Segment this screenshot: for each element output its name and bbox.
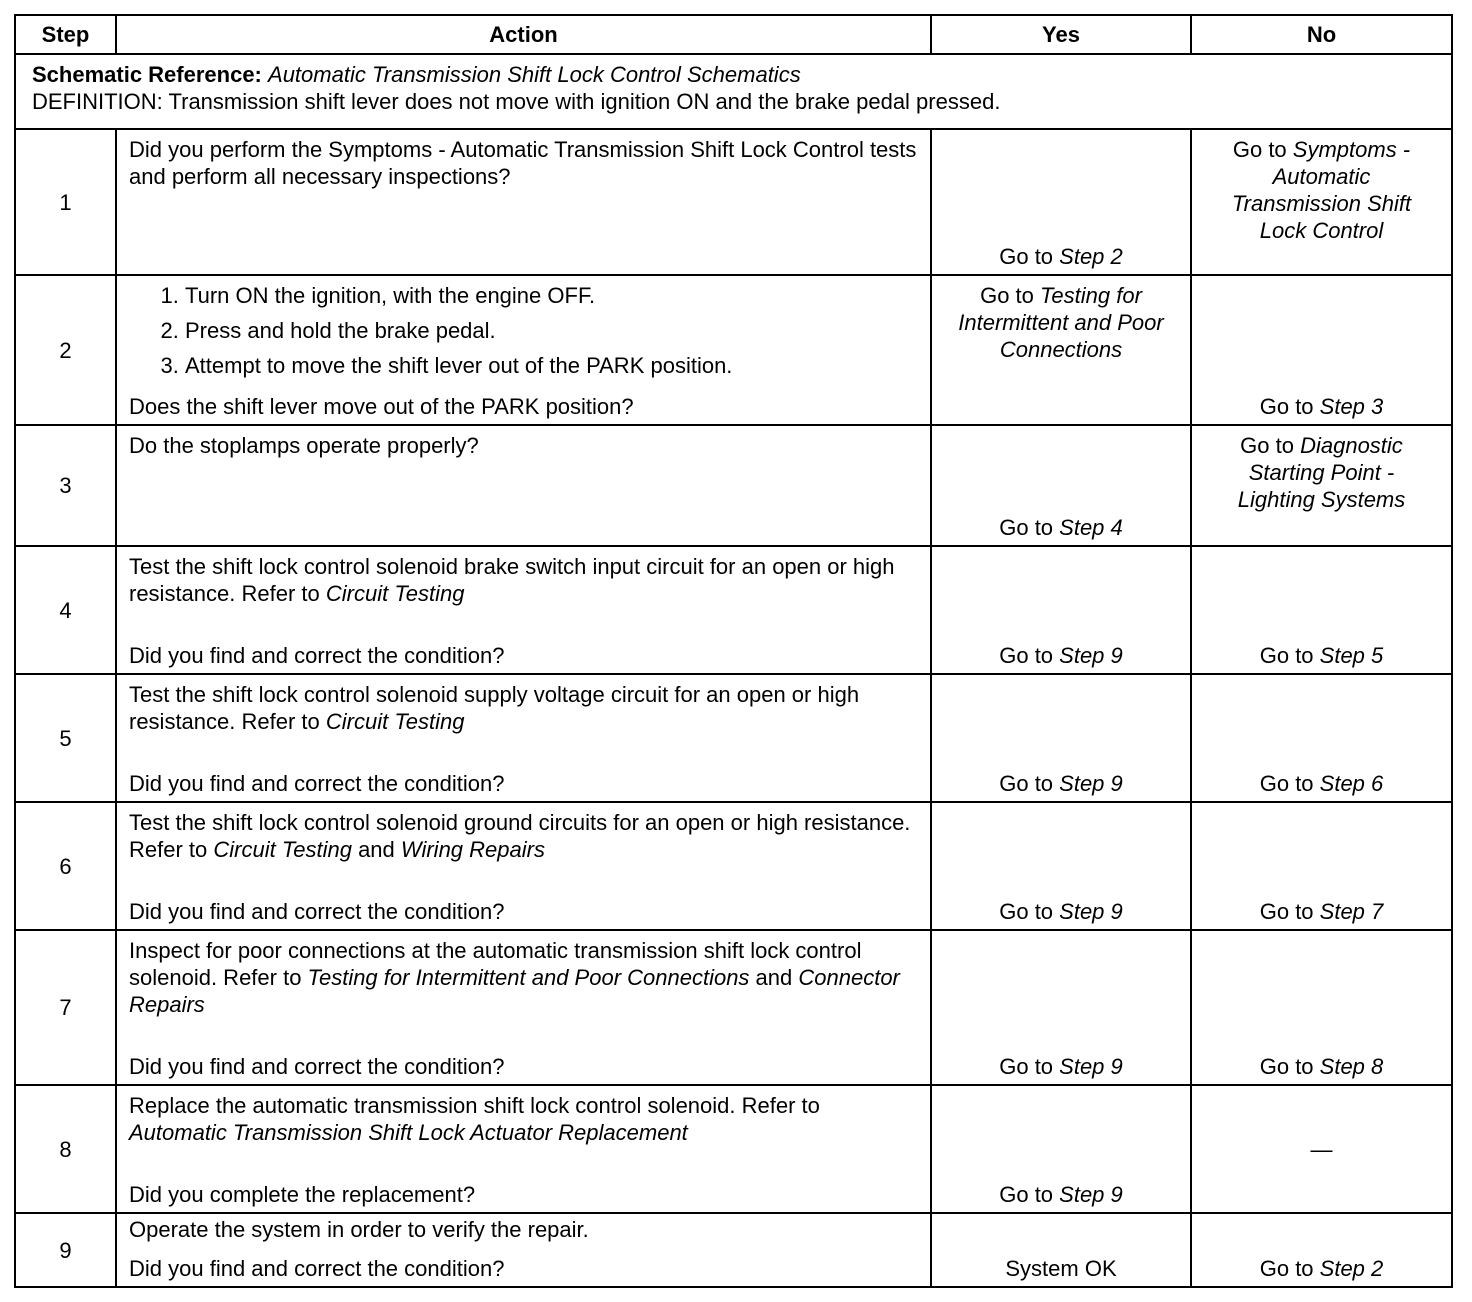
question-text: Did you find and correct the condition? (129, 1256, 505, 1281)
yes-result: System OK (1005, 1256, 1117, 1281)
yes-prefix: Go to (999, 1054, 1060, 1079)
table-row (15, 275, 1452, 425)
table-row (15, 930, 1452, 1085)
yes-link[interactable]: Testing for Intermittent and Poor Connections (958, 283, 1164, 362)
action-steps-list (129, 278, 920, 383)
question-text: Does the shift lever move out of the PARK position? (129, 394, 634, 419)
reference-row (15, 54, 1452, 129)
step-number: 2 (15, 275, 116, 425)
no-prefix: Go to (1232, 137, 1293, 162)
question-text: Did you find and correct the condition? (129, 899, 505, 924)
yes-link[interactable]: Step 9 (1059, 643, 1123, 668)
no-cell (1191, 1085, 1452, 1213)
yes-link[interactable]: Step 9 (1059, 771, 1123, 796)
no-cell (1191, 129, 1452, 275)
step-number: 3 (15, 425, 116, 546)
action-text: Test the shift lock control solenoid brake switch input circuit for an open or high resistance. Refer to (129, 554, 895, 606)
no-prefix: Go to (1259, 1256, 1320, 1281)
yes-prefix: Go to (999, 515, 1060, 540)
yes-cell (931, 930, 1191, 1085)
table-row (15, 802, 1452, 930)
no-link[interactable]: Step 2 (1319, 1256, 1384, 1281)
step-number: 1 (15, 129, 116, 275)
yes-link[interactable]: Step 9 (1059, 1182, 1123, 1207)
reference-link[interactable]: Circuit Testing (325, 581, 465, 606)
no-link[interactable]: Symptoms - Automatic Transmission Shift Lock Control (1231, 137, 1412, 243)
yes-link[interactable]: Step 9 (1059, 1054, 1123, 1079)
action-text: Do the stoplamps operate properly? (129, 433, 479, 458)
yes-cell (931, 1085, 1191, 1213)
yes-prefix: Go to (999, 643, 1060, 668)
yes-prefix: Go to (999, 899, 1060, 924)
reference-link[interactable]: Wiring Repairs (400, 837, 545, 862)
action-text: Inspect for poor connections at the automatic transmission shift lock control solenoid. Refer to (129, 938, 862, 990)
action-connector: and (749, 965, 799, 990)
no-cell (1191, 546, 1452, 674)
question-text: Did you complete the replacement? (129, 1182, 476, 1207)
action-cell (116, 674, 931, 802)
action-cell (116, 1085, 931, 1213)
yes-prefix: Go to (999, 244, 1060, 269)
no-dash: — (1310, 1136, 1333, 1162)
reference-link[interactable]: Circuit Testing (213, 837, 352, 862)
action-cell (116, 930, 931, 1085)
schematic-label: Schematic Reference: (32, 62, 262, 87)
no-prefix: Go to (1259, 394, 1320, 419)
yes-prefix: Go to (999, 1182, 1060, 1207)
action-cell (116, 275, 931, 425)
reference-link[interactable]: Automatic Transmission Shift Lock Actuator Replacement (129, 1120, 688, 1145)
no-cell (1191, 1213, 1452, 1287)
reference-link[interactable]: Testing for Intermittent and Poor Connections (307, 965, 750, 990)
no-link[interactable]: Diagnostic Starting Point - Lighting Systems (1237, 433, 1406, 512)
reference-cell (15, 54, 1452, 129)
step-number: 6 (15, 802, 116, 930)
yes-cell (931, 425, 1191, 546)
diagnostic-table (14, 14, 1453, 1288)
yes-link[interactable]: Step 9 (1059, 899, 1123, 924)
yes-cell (931, 802, 1191, 930)
action-cell (116, 425, 931, 546)
no-prefix: Go to (1259, 643, 1320, 668)
action-text: Replace the automatic transmission shift lock control solenoid. Refer to (129, 1093, 820, 1118)
table-row (15, 546, 1452, 674)
no-link[interactable]: Step 7 (1319, 899, 1384, 924)
table-row (15, 674, 1452, 802)
no-link[interactable]: Step 5 (1319, 643, 1384, 668)
no-cell (1191, 674, 1452, 802)
reference-link[interactable]: Connector Repairs (129, 965, 900, 1017)
no-cell (1191, 930, 1452, 1085)
no-prefix: Go to (1259, 771, 1320, 796)
no-prefix: Go to (1240, 433, 1301, 458)
yes-link[interactable]: Step 2 (1059, 244, 1123, 269)
yes-prefix: Go to (999, 771, 1060, 796)
action-cell (116, 129, 931, 275)
no-prefix: Go to (1259, 899, 1320, 924)
yes-link[interactable]: Step 4 (1059, 515, 1123, 540)
yes-cell (931, 129, 1191, 275)
step-number: 4 (15, 546, 116, 674)
yes-cell (931, 275, 1191, 425)
list-item: 1. Turn ON the ignition, with the engine OFF. (185, 278, 920, 313)
action-text: Test the shift lock control solenoid ground circuits for an open or high resistance. Refer to (129, 810, 911, 862)
no-prefix: Go to (1259, 1054, 1320, 1079)
header-step: Step (15, 15, 116, 54)
action-cell (116, 1213, 931, 1287)
no-cell (1191, 802, 1452, 930)
header-row (15, 15, 1452, 54)
yes-prefix: Go to (980, 283, 1040, 308)
action-connector: and (351, 837, 401, 862)
table-row (15, 425, 1452, 546)
question-text: Did you find and correct the condition? (129, 643, 505, 668)
table-row (15, 1213, 1452, 1287)
question-text: Did you find and correct the condition? (129, 771, 505, 796)
question-text: Did you find and correct the condition? (129, 1054, 505, 1079)
action-text: Did you perform the Symptoms - Automatic Transmission Shift Lock Control tests and perform all necessary inspections? (129, 137, 917, 189)
table-row (15, 1085, 1452, 1213)
action-text: Operate the system in order to verify the repair. (129, 1217, 589, 1242)
reference-link[interactable]: Circuit Testing (325, 709, 465, 734)
no-cell (1191, 275, 1452, 425)
list-item: 2. Press and hold the brake pedal. (185, 313, 920, 348)
action-cell (116, 802, 931, 930)
step-number: 8 (15, 1085, 116, 1213)
header-no: No (1191, 15, 1452, 54)
definition-text: DEFINITION: Transmission shift lever does not move with ignition ON and the brake pedal pressed. (32, 89, 1001, 114)
no-link[interactable]: Step 8 (1319, 1054, 1384, 1079)
step-number: 7 (15, 930, 116, 1085)
yes-cell (931, 1213, 1191, 1287)
step-number: 9 (15, 1213, 116, 1287)
yes-cell (931, 546, 1191, 674)
no-cell (1191, 425, 1452, 546)
no-link[interactable]: Step 3 (1319, 394, 1384, 419)
no-link[interactable]: Step 6 (1319, 771, 1384, 796)
header-action: Action (116, 15, 931, 54)
table-row (15, 129, 1452, 275)
list-item: 3. Attempt to move the shift lever out of the PARK position. (185, 348, 920, 383)
header-yes: Yes (931, 15, 1191, 54)
yes-cell (931, 674, 1191, 802)
step-number: 5 (15, 674, 116, 802)
schematic-reference-link[interactable]: Automatic Transmission Shift Lock Control Schematics (268, 62, 801, 87)
action-cell (116, 546, 931, 674)
action-text: Test the shift lock control solenoid supply voltage circuit for an open or high resistance. Refer to (129, 682, 860, 734)
